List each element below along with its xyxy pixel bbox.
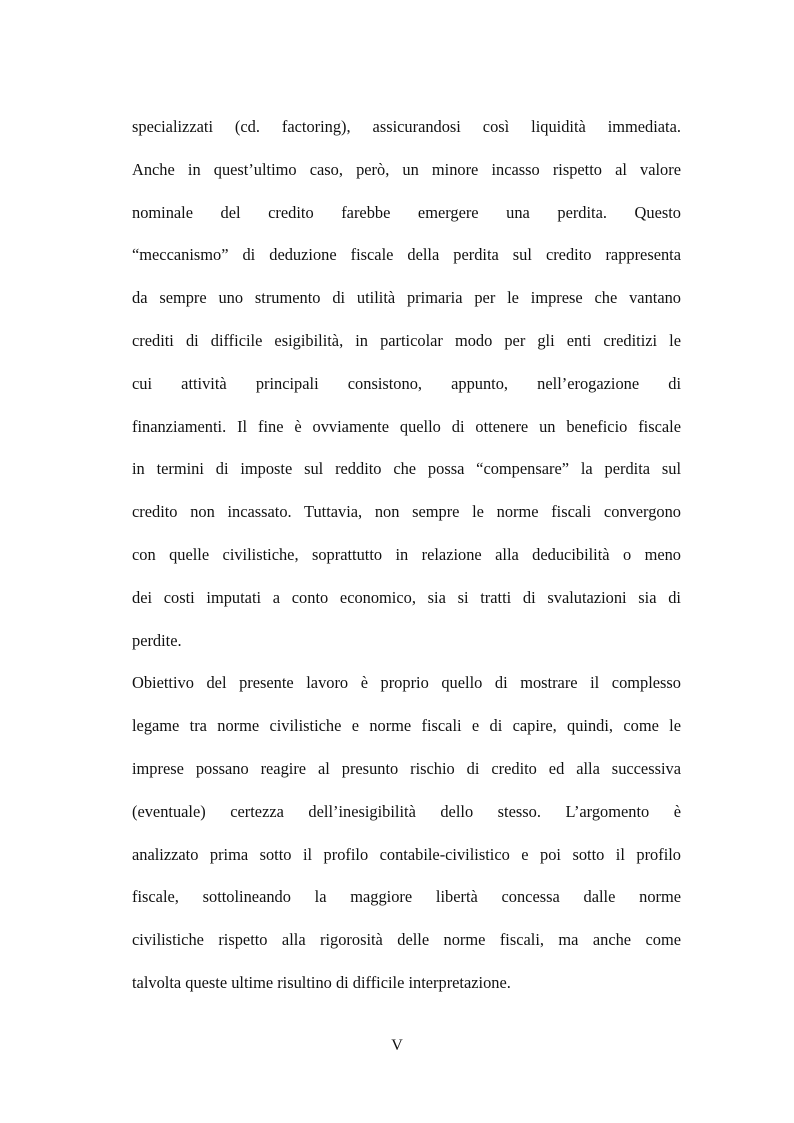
text-line: legame tra norme civilistiche e norme fiscali e di capire, quindi, come le bbox=[132, 716, 681, 736]
text-line-last: talvolta queste ultime risultino di difficile interpretazione. bbox=[132, 972, 511, 992]
text-line: Anche in quest’ultimo caso, però, un minore incasso rispetto al valore bbox=[132, 159, 681, 179]
text-line: finanziamenti. Il fine è ovviamente quello di ottenere un beneficio fiscale bbox=[132, 416, 681, 436]
text-line: analizzato prima sotto il profilo contabile-civilistico e poi sotto il profilo bbox=[132, 844, 681, 864]
text-line: dei costi imputati a conto economico, sia si tratti di svalutazioni sia di bbox=[132, 587, 681, 607]
text-line: in termini di imposte sul reddito che possa “compensare” la perdita sul bbox=[132, 459, 681, 479]
text-line: credito non incassato. Tuttavia, non sempre le norme fiscali convergono bbox=[132, 502, 681, 522]
text-line: crediti di difficile esigibilità, in particolar modo per gli enti creditizi le bbox=[132, 330, 681, 350]
text-line: civilistiche rispetto alla rigorosità delle norme fiscali, ma anche come bbox=[132, 930, 681, 950]
text-line: Obiettivo del presente lavoro è proprio quello di mostrare il complesso bbox=[132, 673, 681, 693]
text-line: da sempre uno strumento di utilità primaria per le imprese che vantano bbox=[132, 288, 681, 308]
text-line: specializzati (cd. factoring), assicurandosi così liquidità immediata. bbox=[132, 117, 681, 136]
text-line: con quelle civilistiche, soprattutto in relazione alla deducibilità o meno bbox=[132, 544, 681, 564]
body-text bbox=[132, 106, 681, 1005]
page-number: V bbox=[391, 1037, 403, 1054]
text-line: cui attività principali consistono, appunto, nell’erogazione di bbox=[132, 373, 681, 393]
text-line: “meccanismo” di deduzione fiscale della perdita sul credito rappresenta bbox=[132, 245, 681, 265]
paragraph-2 bbox=[132, 662, 681, 1004]
text-line: imprese possano reagire al presunto rischio di credito ed alla successiva bbox=[132, 758, 681, 778]
text-line-last: perdite. bbox=[132, 630, 182, 650]
text-line: fiscale, sottolineando la maggiore libertà concessa dalle norme bbox=[132, 887, 681, 907]
text-line: (eventuale) certezza dell’inesigibilità dello stesso. L’argomento è bbox=[132, 801, 681, 821]
text-line: nominale del credito farebbe emergere una perdita. Questo bbox=[132, 202, 681, 222]
paragraph-1 bbox=[132, 106, 681, 662]
